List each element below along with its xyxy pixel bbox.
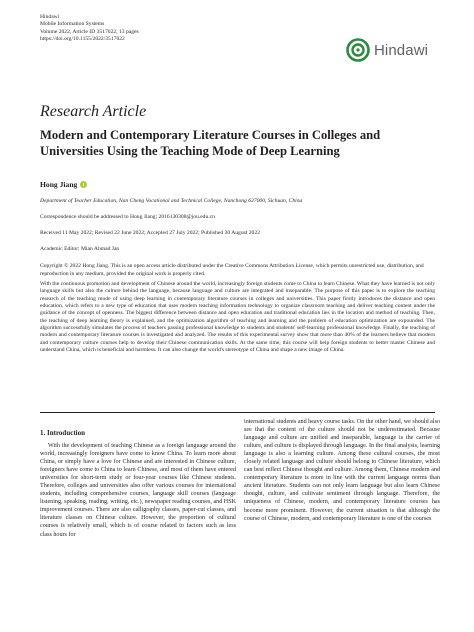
journal-name: Mobile Information Systems [40,21,105,28]
article-type: Research Article [40,103,147,120]
affiliation: Department of Teacher Education, Nan Cheng Vocational and Technical College, Nanchong 637000, Sichuan, China [40,198,303,204]
author-line [40,180,87,189]
academic-editor: Academic Editor: Mian Ahmad Jan [40,246,120,252]
abstract: With the continuous promotion and development of Chinese around the world, increasingly foreign students come to China to learn Chinese. What they have learned is not only language skills but also the culture behind the language, because language and culture are integrated and inseparable. The purpose of this paper is to explore the teaching research of the teaching mode of using deep learning in contemporary literature courses in colleges and universities. This paper firstly introduces the distance and open education, which refers to a new type of education that uses modern teaching information technology to organize classroom teaching and deliver teaching content under the guidance of the concept of openness. The biggest difference between distance and open education and traditional education lies in the location and method of teaching. Then, the teaching of deep learning theory is explained, and the optimization algorithm of teaching and learning and the problem of education optimization are expounded. The algorithm successfully simulates the process of teachers passing professional knowledge to students and students' self-learning professional knowledge. Finally, the teaching of modern and contemporary literature courses is investigated and analyzed. The results of this experimental survey show that more than 40% of the learners believe that modern and contemporary culture courses help to develop their Chinese communication skills. At the same time, this course will help foreign students to better master Chinese and understand China, which is beneficial and harmless. It can also change the world's stereotype of China and shape a new image of China. [40,281,435,354]
journal-volume: Volume 2022, Article ID 3517022, 13 pages [40,28,139,35]
journal-doi-link[interactable]: https://doi.org/10.1155/2022/3517022 [40,36,125,43]
divider [40,412,435,413]
journal-meta [40,14,139,44]
hindawi-logo-icon [346,38,370,62]
copyright-notice: Copyright © 2022 Hong Jiang. This is an open access article distributed under the Creative Commons Attribution License, which permits unrestricted use, distribution, and reproduction in any medium, provided the original work is properly cited. [40,263,424,277]
body-paragraph: international students and heavy course tasks. On the other hand, we should also see that the content of the culture should not be underestimated. Because language and culture are unified and inseparable, language is the carrier of culture, and culture is displayed through language. In the final analysis, learning language is also a learning culture. Among these cultural courses, the most closely related language and culture should belong to Chinese literature, which can best reflect Chinese thought and culture. Among them, Chinese modern and contemporary literature is more in line with the current language norms than ancient literature. Students can not only learn language but also learn Chinese thought, culture, and cultivate sentiment through language. Therefore, the uniqueness of Chinese, modern, and contemporary literature courses has become more prominent. However, the current situation is that although the course of Chinese, modern, and contemporary literature is one of the courses [244,419,440,522]
author-name[interactable]: Hong Jiang [40,180,78,189]
body-column-left [40,420,236,539]
publisher-logo[interactable] [346,38,428,62]
body-paragraph: With the development of teaching Chinese as a foreign language around the world, increasingly foreigners have come to know China. To learn more about China, or simply have a love for Chinese and are interested in Chinese culture, foreigners have come to China to learn Chinese, and most of them have entered universities for short-term study or four-year courses like Chinese students. Therefore, colleges and universities also offer various courses for international students, including comprehensive courses, language skill courses (language listening, speaking, reading, writing, etc.), newspaper reading courses, and HSK improvement courses. There are also calligraphy classes, paper-cut classes, and literature classes on Chinese culture. However, the proportion of cultural courses is relatively small, which is of course related to factors such as less class hours for [40,443,236,538]
body-column-right [244,418,440,523]
orcid-icon[interactable] [80,181,87,188]
article-title: Modern and Contemporary Literature Courses in Colleges and Universities Using the Teaching Mode of Deep Learning [40,128,381,158]
journal-publisher: Hindawi [40,14,60,20]
section-heading: 1. Introduction [40,429,85,437]
logo-text: Hindawi [374,41,429,59]
publication-dates: Received 11 May 2022; Revised 22 June 2022; Accepted 27 July 2022; Published 30 August 2022 [40,230,260,236]
correspondence: Correspondence should be addressed to Hong Jiang; 2016130308@jou.edu.cn [40,214,215,220]
